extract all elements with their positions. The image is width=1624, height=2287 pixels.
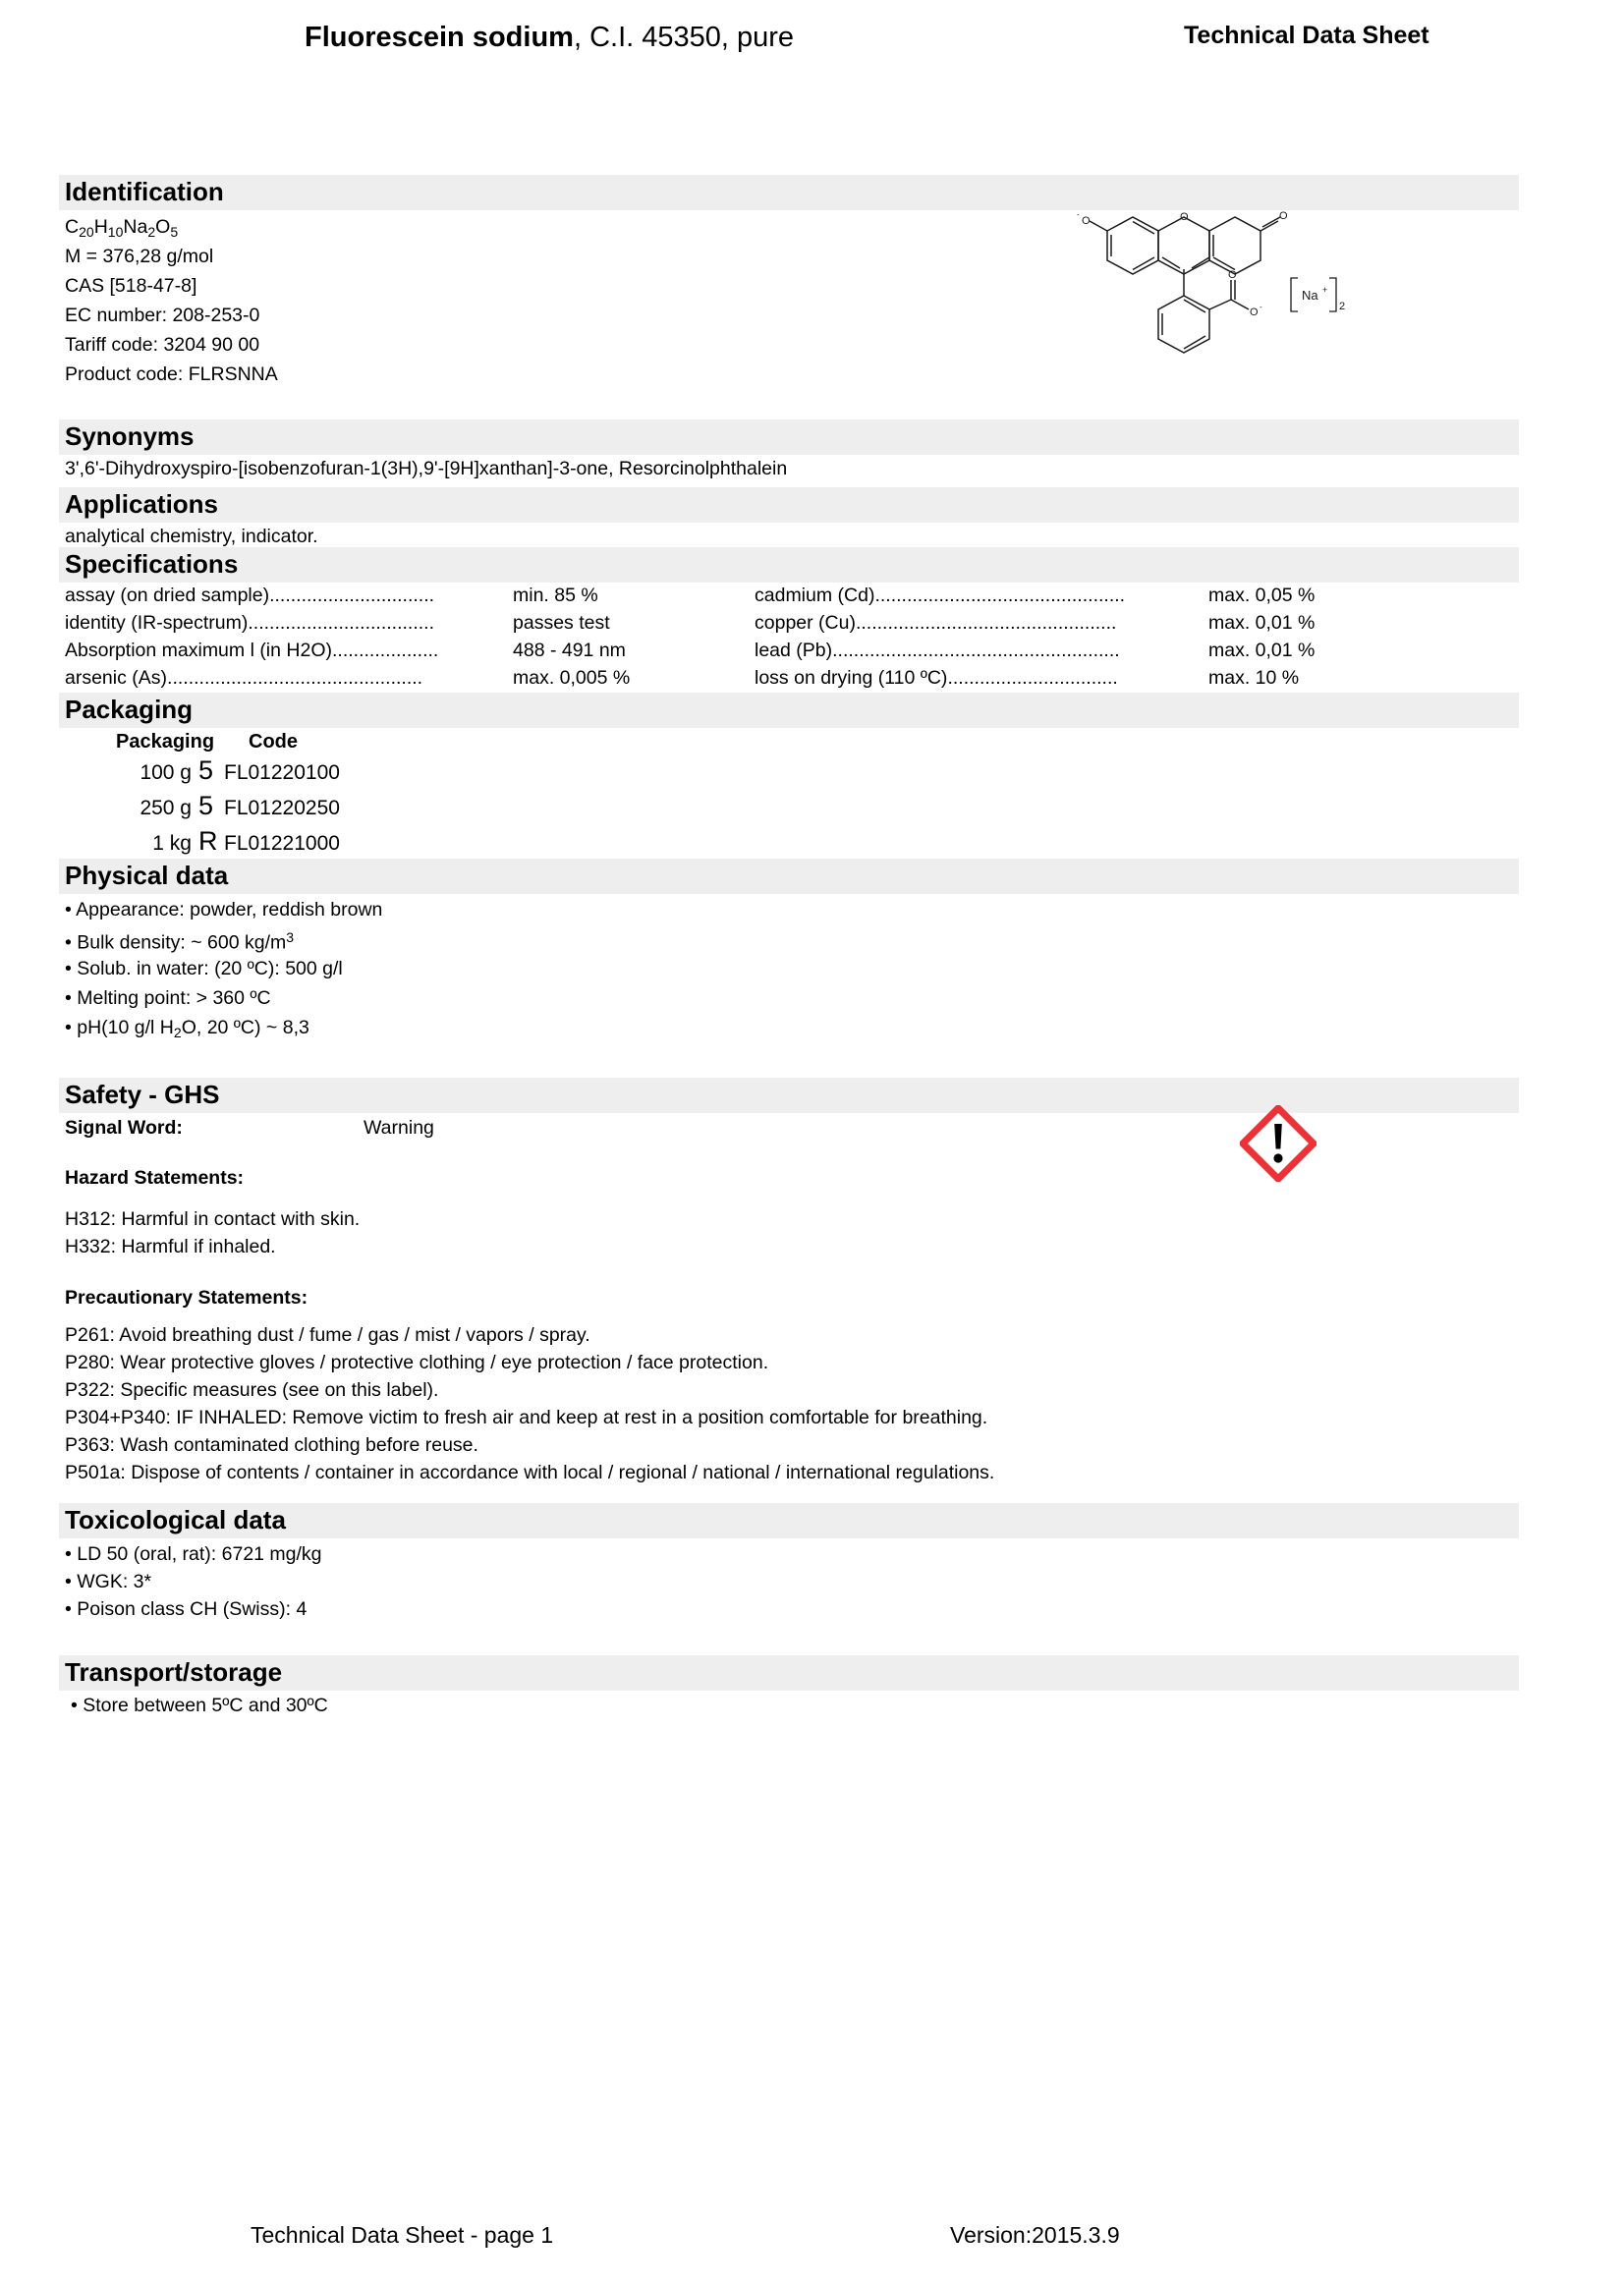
- structure-label-phenolate-charge: -: [1077, 210, 1080, 219]
- section-title-physical-data: Physical data: [65, 861, 229, 890]
- molecular-formula: $C_{20}H_{10}Na_2O_5$: [65, 216, 179, 240]
- product-name: Fluorescein sodium: [305, 22, 574, 53]
- precautionary-statements-label: Precautionary Statements:: [65, 1287, 308, 1309]
- section-header-physical-data: [59, 859, 1519, 894]
- spec-value: 488 - 491 nm: [513, 640, 626, 661]
- structure-label-sodium-charge: +: [1322, 285, 1328, 295]
- spec-value: max. 0,005 %: [513, 667, 631, 689]
- document-header: [0, 22, 1624, 65]
- section-title-synonyms: Synonyms: [65, 421, 195, 451]
- physical-data-item: • Appearance: powder, reddish brown: [65, 899, 383, 920]
- section-title-toxicological-data: Toxicological data: [65, 1505, 286, 1534]
- spec-value: max. 0,01 %: [1208, 640, 1316, 661]
- packaging-container-symbol: 5: [198, 791, 214, 820]
- spec-row: copper (Cu).................................................: [755, 612, 1117, 634]
- packaging-code: FL01220250: [224, 797, 340, 819]
- structure-label-carboxylate-charge: -: [1260, 303, 1262, 311]
- spec-value: passes test: [513, 612, 610, 634]
- spec-row: loss on drying (110 ºC)................................: [755, 667, 1118, 689]
- packaging-container-symbol: 5: [198, 755, 214, 785]
- section-header-applications: [59, 487, 1519, 523]
- toxicological-data-item: • LD 50 (oral, rat): 6721 mg/kg: [65, 1543, 322, 1565]
- precautionary-statement: P363: Wash contaminated clothing before reuse.: [65, 1434, 478, 1456]
- packaging-size: 250 g: [140, 797, 192, 819]
- spec-row: lead (Pb)......................................................: [755, 640, 1120, 661]
- signal-word-label: Signal Word:: [65, 1117, 183, 1139]
- packaging-column-header-code: Code: [249, 731, 298, 753]
- physical-data-item: • Melting point: > 360 ºC: [65, 987, 271, 1009]
- section-title-transport-storage: Transport/storage: [65, 1657, 283, 1687]
- precautionary-statement: P261: Avoid breathing dust / fume / gas / mist / vapors / spray.: [65, 1324, 590, 1346]
- hazard-statements-label: Hazard Statements:: [65, 1167, 245, 1189]
- packaging-size: 1 kg: [152, 832, 192, 855]
- product-title-rest: , C.I. 45350, pure: [573, 22, 795, 53]
- structure-label-carboxylate-oxygen: O: [1250, 307, 1259, 318]
- packaging-size: 100 g: [140, 761, 192, 784]
- physical-data-item: • Solub. in water: (20 ºC): 500 g/l: [65, 958, 343, 979]
- footer-page-label: Technical Data Sheet - page 1: [251, 2222, 554, 2248]
- molar-mass: M = 376,28 g/mol: [65, 246, 214, 267]
- physical-data-item: • pH(10 g/l $H_2O$, 20 ºC) ~ 8,3: [65, 1017, 309, 1040]
- product-code: Product code: FLRSNNA: [65, 363, 278, 385]
- toxicological-data-item: • WGK: 3*: [65, 1571, 152, 1592]
- structure-label-phenolate-oxygen: O: [1082, 215, 1091, 227]
- document-type-title: Technical Data Sheet: [1184, 22, 1429, 49]
- section-header-synonyms: [59, 419, 1519, 455]
- section-header-packaging: [59, 693, 1519, 728]
- section-title-specifications: Specifications: [65, 549, 239, 579]
- precautionary-statement: P280: Wear protective gloves / protective clothing / eye protection / face protection.: [65, 1352, 769, 1373]
- spec-row: identity (IR-spectrum)...................................: [65, 612, 434, 634]
- chemical-structure-diagram: [1066, 201, 1400, 383]
- spec-value: max. 0,01 %: [1208, 612, 1316, 634]
- section-title-applications: Applications: [65, 489, 219, 519]
- section-title-identification: Identification: [65, 177, 224, 206]
- section-header-toxicological-data: [59, 1503, 1519, 1538]
- packaging-container-symbol: R: [198, 826, 218, 856]
- transport-storage-item: • Store between 5ºC and 30ºC: [71, 1695, 328, 1716]
- precautionary-statement: P501a: Dispose of contents / container in accordance with local / regional / national / international regulations.: [65, 1462, 995, 1483]
- spec-row: Absorption maximum l (in H2O)....................: [65, 640, 439, 661]
- page-title: [305, 22, 794, 54]
- section-header-specifications: [59, 547, 1519, 583]
- structure-label-sodium-count: 2: [1339, 301, 1346, 312]
- applications-text: analytical chemistry, indicator.: [65, 526, 318, 547]
- spec-value: min. 85 %: [513, 585, 598, 606]
- cas-number: CAS [518-47-8]: [65, 275, 197, 297]
- structure-label-ketone-oxygen: O: [1279, 210, 1288, 222]
- ec-number: EC number: 208-253-0: [65, 305, 260, 326]
- spec-row: assay (on dried sample)...............................: [65, 585, 435, 606]
- spec-value: max. 0,05 %: [1208, 585, 1316, 606]
- spec-value: max. 10 %: [1208, 667, 1300, 689]
- ghs-exclamation-mark-pictogram: [1240, 1105, 1316, 1187]
- toxicological-data-item: • Poison class CH (Swiss): 4: [65, 1598, 308, 1620]
- precautionary-statement: P322: Specific measures (see on this label).: [65, 1379, 439, 1401]
- structure-label-sodium: Na: [1302, 288, 1318, 303]
- structure-label-carboxyl-oxygen: O: [1228, 269, 1237, 281]
- synonyms-text: 3',6'-Dihydroxyspiro-[isobenzofuran-1(3H),9'-[9H]xanthan]-3-one, Resorcinolphthalein: [65, 458, 788, 479]
- packaging-column-header-size: Packaging: [116, 731, 215, 753]
- section-title-safety-ghs: Safety - GHS: [65, 1080, 220, 1109]
- hazard-statement: H332: Harmful if inhaled.: [65, 1236, 276, 1257]
- spec-row: cadmium (Cd)...............................................: [755, 585, 1126, 606]
- packaging-code: FL01221000: [224, 832, 340, 855]
- signal-word-value: Warning: [364, 1117, 434, 1139]
- precautionary-statement: P304+P340: IF INHALED: Remove victim to fresh air and keep at rest in a position comfortable for breathing.: [65, 1407, 988, 1428]
- hazard-statement: H312: Harmful in contact with skin.: [65, 1208, 361, 1230]
- spec-row: arsenic (As)................................................: [65, 667, 423, 689]
- tariff-code: Tariff code: 3204 90 00: [65, 334, 260, 356]
- section-header-transport-storage: [59, 1655, 1519, 1691]
- footer-version: Version:2015.3.9: [950, 2222, 1120, 2248]
- physical-data-item: • Bulk density: ~ 600 $kg/m^3$: [65, 929, 295, 954]
- packaging-code: FL01220100: [224, 761, 340, 784]
- structure-label-ring-oxygen: O: [1180, 211, 1189, 223]
- section-title-packaging: Packaging: [65, 695, 194, 724]
